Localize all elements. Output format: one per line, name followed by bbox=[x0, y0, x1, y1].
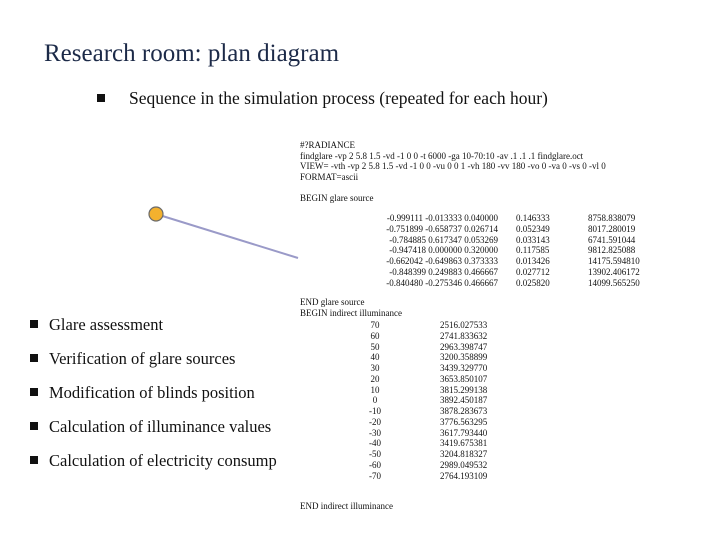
bullet-icon bbox=[30, 388, 38, 396]
illuminance-angle-value: -60 bbox=[369, 459, 381, 470]
begin-glare-source: BEGIN glare source bbox=[300, 192, 374, 203]
illuminance-value: 2764.193109 bbox=[440, 470, 488, 481]
glare-section-end bbox=[300, 297, 402, 318]
glare-luminance-value: 6741.591044 bbox=[588, 234, 636, 245]
begin-indirect-illuminance: BEGIN indirect illuminance bbox=[300, 307, 402, 318]
step-verification-glare: Verification of glare sources bbox=[30, 342, 292, 376]
glare-direction-value: -0.999111 -0.013333 0.040000 bbox=[386, 213, 498, 223]
viewpoint-node bbox=[149, 207, 163, 221]
end-glare-source: END glare source bbox=[300, 297, 365, 307]
illuminance-value: 3200.358899 bbox=[440, 352, 488, 363]
glare-direction-value: -0.947418 0.000000 0.320000 bbox=[389, 245, 498, 256]
illuminance-angle-column bbox=[360, 320, 390, 481]
glare-direction-value: -0.662042 -0.649863 0.373333 bbox=[386, 256, 498, 266]
illuminance-value: 2516.027533 bbox=[440, 320, 488, 330]
illuminance-angle-value: 70 bbox=[370, 320, 380, 330]
illuminance-angle-value: -20 bbox=[369, 416, 381, 427]
glare-direction-column bbox=[368, 213, 498, 288]
radiance-tag: #?RADIANCE bbox=[300, 140, 355, 150]
illuminance-value: 3776.563295 bbox=[440, 416, 488, 427]
glare-solid-angle-value: 0.033143 bbox=[516, 234, 550, 245]
glare-solid-angle-value: 0.027712 bbox=[516, 266, 550, 277]
step-glare-assessment: Glare assessment bbox=[30, 308, 292, 342]
step-calculation-electricity: Calculation of electricity consump bbox=[30, 444, 292, 478]
bullet-icon bbox=[30, 320, 38, 328]
illuminance-angle-value: 60 bbox=[370, 330, 380, 341]
illuminance-value: 3439.329770 bbox=[440, 363, 488, 373]
end-indirect-illuminance: END indirect illuminance bbox=[300, 501, 393, 511]
illuminance-value: 3815.299138 bbox=[440, 384, 488, 395]
glare-luminance-value: 14175.594810 bbox=[588, 256, 640, 266]
illuminance-angle-value: 30 bbox=[370, 363, 380, 373]
illuminance-angle-value: 20 bbox=[370, 373, 380, 384]
illuminance-angle-value: -40 bbox=[369, 438, 381, 449]
step-modification-blinds: Modification of blinds position bbox=[30, 376, 292, 410]
illuminance-value: 2741.833632 bbox=[440, 330, 488, 341]
slide-title: Research room: plan diagram bbox=[44, 40, 340, 67]
illuminance-value: 2989.049532 bbox=[440, 459, 488, 470]
illuminance-angle-value: 40 bbox=[370, 352, 380, 363]
illuminance-angle-value: 0 bbox=[372, 395, 378, 406]
glare-luminance-value: 14099.565250 bbox=[588, 277, 640, 288]
illuminance-value: 3419.675381 bbox=[440, 438, 488, 449]
view-direction-line bbox=[156, 214, 298, 258]
illuminance-value: 3878.283673 bbox=[440, 406, 488, 416]
bullet-icon bbox=[30, 456, 38, 464]
illuminance-value: 3892.450187 bbox=[440, 395, 488, 406]
illuminance-value-column bbox=[440, 320, 487, 481]
glare-luminance-value: 9812.825088 bbox=[588, 245, 636, 256]
findglare-command: findglare -vp 2 5.8 1.5 -vd -1 0 0 -t 6000 -ga 10-70:10 -av .1 .1 .1 findglare.oct bbox=[300, 150, 584, 161]
glare-direction-value: -0.840480 -0.275346 0.466667 bbox=[386, 277, 498, 288]
glare-luminance-value: 13902.406172 bbox=[588, 266, 640, 277]
illuminance-value: 2963.398747 bbox=[440, 341, 488, 352]
view-line: VIEW= -vth -vp 2 5.8 1.5 -vd -1 0 0 -vu 0 0 1 -vh 180 -vv 180 -vo 0 -va 0 -vs 0 -vl 0 bbox=[300, 161, 606, 172]
illuminance-angle-value: -10 bbox=[369, 406, 381, 416]
illuminance-angle-value: 10 bbox=[370, 384, 380, 395]
glare-solid-angle-column bbox=[516, 213, 550, 288]
bullet-icon bbox=[30, 422, 38, 430]
illuminance-angle-value: 50 bbox=[370, 341, 380, 352]
bullet-icon bbox=[30, 354, 38, 362]
glare-direction-value: -0.784885 0.617347 0.053269 bbox=[389, 234, 498, 245]
illuminance-value: 3204.818327 bbox=[440, 449, 488, 459]
glare-solid-angle-value: 0.025820 bbox=[516, 277, 550, 288]
glare-direction-value: -0.751899 -0.658737 0.026714 bbox=[386, 223, 498, 234]
glare-solid-angle-value: 0.146333 bbox=[516, 213, 550, 223]
glare-solid-angle-value: 0.013426 bbox=[516, 256, 550, 266]
process-steps-list bbox=[30, 308, 292, 478]
format-line: FORMAT=ascii bbox=[300, 171, 359, 182]
glare-luminance-value: 8758.838079 bbox=[588, 213, 636, 223]
step-calculation-illuminance: Calculation of illuminance values bbox=[30, 410, 292, 444]
illuminance-value: 3617.793440 bbox=[440, 427, 488, 438]
subtitle-text: Sequence in the simulation process (repeated for each hour) bbox=[129, 88, 548, 108]
illuminance-angle-value: -30 bbox=[369, 427, 381, 438]
radiance-header bbox=[300, 140, 606, 204]
illuminance-angle-value: -70 bbox=[369, 470, 381, 481]
glare-direction-value: -0.848399 0.249883 0.466667 bbox=[389, 266, 498, 277]
glare-solid-angle-value: 0.117585 bbox=[516, 245, 550, 256]
glare-luminance-column bbox=[588, 213, 640, 288]
illuminance-angle-value: -50 bbox=[369, 449, 381, 459]
glare-solid-angle-value: 0.052349 bbox=[516, 223, 550, 234]
illuminance-value: 3653.850107 bbox=[440, 373, 488, 384]
glare-luminance-value: 8017.280019 bbox=[588, 223, 636, 234]
